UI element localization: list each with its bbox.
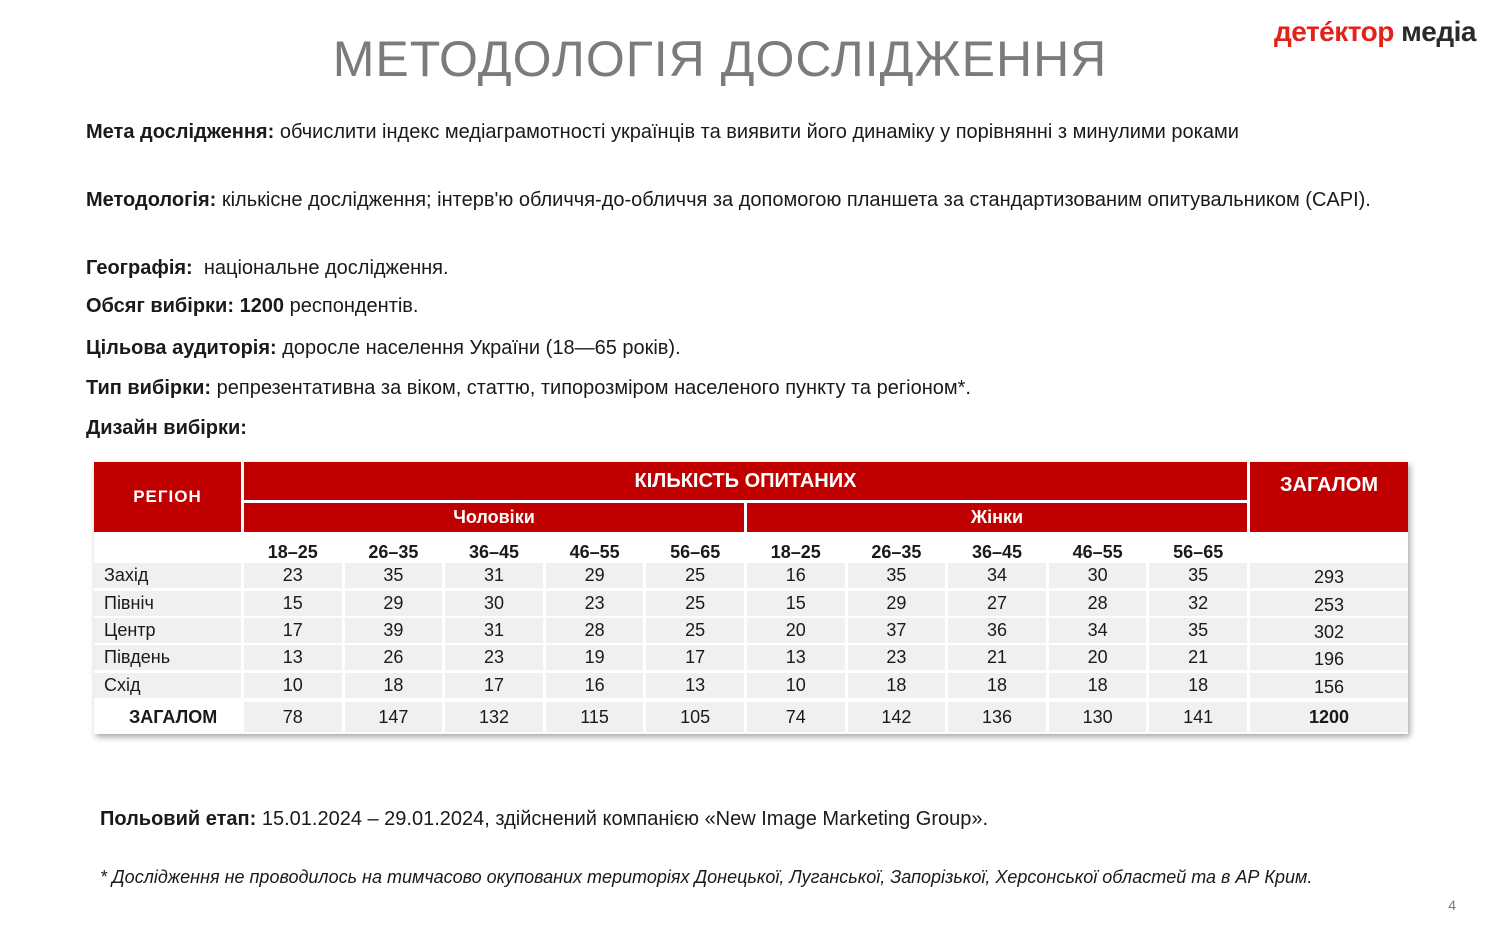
design-label: Дизайн вибірки:	[86, 417, 247, 439]
fieldwork-label: Польовий етап:	[100, 808, 257, 830]
table-cell: 16	[747, 563, 845, 588]
methodology-text: кількісне дослідження; інтерв'ю обличчя-до-обличчя за допомогою планшета за стандартизованим опитувальником (CAPI).	[216, 189, 1371, 211]
geography-text: національне дослідження.	[192, 257, 449, 279]
region-label: Захід	[94, 563, 241, 588]
region-header: РЕГІОН	[94, 462, 241, 532]
total-cell: 141	[1149, 702, 1247, 732]
methodology-paragraph	[86, 186, 1431, 214]
table-cell: 29	[848, 591, 946, 616]
geography-paragraph	[86, 254, 1431, 282]
audience-text: доросле населення України (18—65 років).	[276, 337, 681, 359]
table-cell: 30	[445, 591, 543, 616]
grand-total: 1200	[1250, 702, 1408, 732]
table-cell: 15	[244, 591, 342, 616]
table-cell: 13	[244, 645, 342, 670]
region-label: Схід	[94, 673, 241, 698]
table-cell: 32	[1149, 591, 1247, 616]
table-cell: 18	[345, 673, 443, 698]
table-cell: 37	[848, 618, 946, 643]
table-cell: 20	[1049, 645, 1147, 670]
total-cell: 130	[1049, 702, 1147, 732]
total-cell: 132	[445, 702, 543, 732]
table-cell: 35	[1149, 563, 1247, 588]
total-header: ЗАГАЛОМ	[1250, 462, 1408, 532]
goal-text: обчислити індекс медіаграмотності українців та виявити його динаміку у порівнянні з минулими роками	[274, 121, 1239, 143]
table-cell: 21	[948, 645, 1046, 670]
table-cell: 13	[646, 673, 744, 698]
count-header: КІЛЬКІСТЬ ОПИТАНИХ	[244, 462, 1247, 500]
age-group-header: 18–25	[770, 541, 821, 562]
page-title: МЕТОДОЛОГІЯ ДОСЛІДЖЕННЯ	[332, 31, 1108, 87]
goal-paragraph	[86, 118, 1431, 146]
table-cell: 35	[345, 563, 443, 588]
goal-label: Мета дослідження:	[86, 121, 275, 143]
men-header: Чоловіки	[244, 503, 744, 532]
table-cell: 10	[244, 673, 342, 698]
total-cell: 136	[948, 702, 1046, 732]
table-cell: 35	[1149, 618, 1247, 643]
table-cell: 29	[546, 563, 644, 588]
table-cell: 20	[747, 618, 845, 643]
design-paragraph	[86, 414, 1431, 442]
table-cell: 23	[445, 645, 543, 670]
total-cell: 78	[244, 702, 342, 732]
table-cell: 36	[948, 618, 1046, 643]
age-group-header: 46–55	[1072, 541, 1123, 562]
row-total: 293	[1250, 563, 1408, 588]
logo-part-detector: детéктор	[1273, 16, 1394, 47]
region-label: Північ	[94, 591, 241, 616]
table-cell: 18	[1149, 673, 1247, 698]
age-group-header: 26–35	[368, 541, 419, 562]
age-group-header: 56–65	[1173, 541, 1224, 562]
row-total: 302	[1250, 618, 1408, 643]
table-cell: 34	[948, 563, 1046, 588]
table-cell: 25	[646, 563, 744, 588]
methodology-label: Методологія:	[86, 189, 217, 211]
table-cell: 17	[646, 645, 744, 670]
logo-part-media: медіа	[1401, 16, 1476, 47]
sample-paragraph	[86, 292, 1431, 320]
age-group-header: 36–45	[971, 541, 1023, 562]
totals-label: ЗАГАЛОМ	[129, 706, 218, 727]
total-cell: 115	[546, 702, 644, 732]
total-cell: 142	[848, 702, 946, 732]
sample-design-table	[94, 462, 1408, 734]
fieldwork-text: 15.01.2024 – 29.01.2024, здійснений компанією «New Image Marketing Group».	[256, 808, 989, 830]
table-cell: 30	[1049, 563, 1147, 588]
sample-text: респондентів.	[284, 295, 419, 317]
fieldwork-line	[100, 805, 988, 833]
table-cell: 26	[345, 645, 443, 670]
table-cell: 23	[848, 645, 946, 670]
table-cell: 39	[345, 618, 443, 643]
table-cell: 19	[546, 645, 644, 670]
table-cell: 34	[1049, 618, 1147, 643]
table-cell: 10	[747, 673, 845, 698]
total-cell: 74	[747, 702, 845, 732]
table-cell: 31	[445, 563, 543, 588]
row-total: 253	[1250, 591, 1408, 616]
table-cell: 28	[546, 618, 644, 643]
region-label: Центр	[94, 618, 241, 643]
geography-label: Географія:	[86, 257, 193, 279]
sample-type-paragraph	[86, 374, 1431, 402]
sample-type-label: Тип вибірки:	[86, 377, 212, 399]
region-label: Південь	[94, 645, 241, 670]
age-group-header: 36–45	[468, 541, 520, 562]
sample-label: Обсяг вибірки: 1200	[86, 295, 285, 317]
table-cell: 18	[948, 673, 1046, 698]
table-cell: 31	[445, 618, 543, 643]
women-header: Жінки	[747, 503, 1247, 532]
table-cell: 28	[1049, 591, 1147, 616]
age-group-header: 46–55	[569, 541, 620, 562]
audience-label: Цільова аудиторія:	[86, 337, 277, 359]
total-cell: 147	[345, 702, 443, 732]
table-cell: 18	[848, 673, 946, 698]
footnote: * Дослідження не проводилось на тимчасово окупованих територіях Донецької, Луганської, Запорізької, Херсонської областей та в АР Крим.	[100, 867, 1313, 887]
table-cell: 17	[244, 618, 342, 643]
table-cell: 17	[445, 673, 543, 698]
page-number: 4	[1448, 897, 1456, 913]
table-cell: 35	[848, 563, 946, 588]
table-cell: 27	[948, 591, 1046, 616]
age-group-header: 18–25	[267, 541, 318, 562]
audience-paragraph	[86, 334, 1431, 362]
table-cell: 21	[1149, 645, 1247, 670]
age-group-header: 56–65	[670, 541, 721, 562]
brand-logo	[1274, 16, 1476, 48]
table-cell: 25	[646, 618, 744, 643]
row-total: 156	[1250, 673, 1408, 698]
table-cell: 18	[1049, 673, 1147, 698]
sample-type-text: репрезентативна за віком, статтю, типорозміром населеного пункту та регіоном*.	[211, 377, 971, 399]
age-group-header: 26–35	[871, 541, 922, 562]
total-cell: 105	[646, 702, 744, 732]
table-cell: 29	[345, 591, 443, 616]
table-cell: 16	[546, 673, 644, 698]
table-cell: 15	[747, 591, 845, 616]
table-cell: 23	[546, 591, 644, 616]
table-cell: 25	[646, 591, 744, 616]
table-cell: 23	[244, 563, 342, 588]
table-cell: 13	[747, 645, 845, 670]
row-total: 196	[1250, 645, 1408, 670]
